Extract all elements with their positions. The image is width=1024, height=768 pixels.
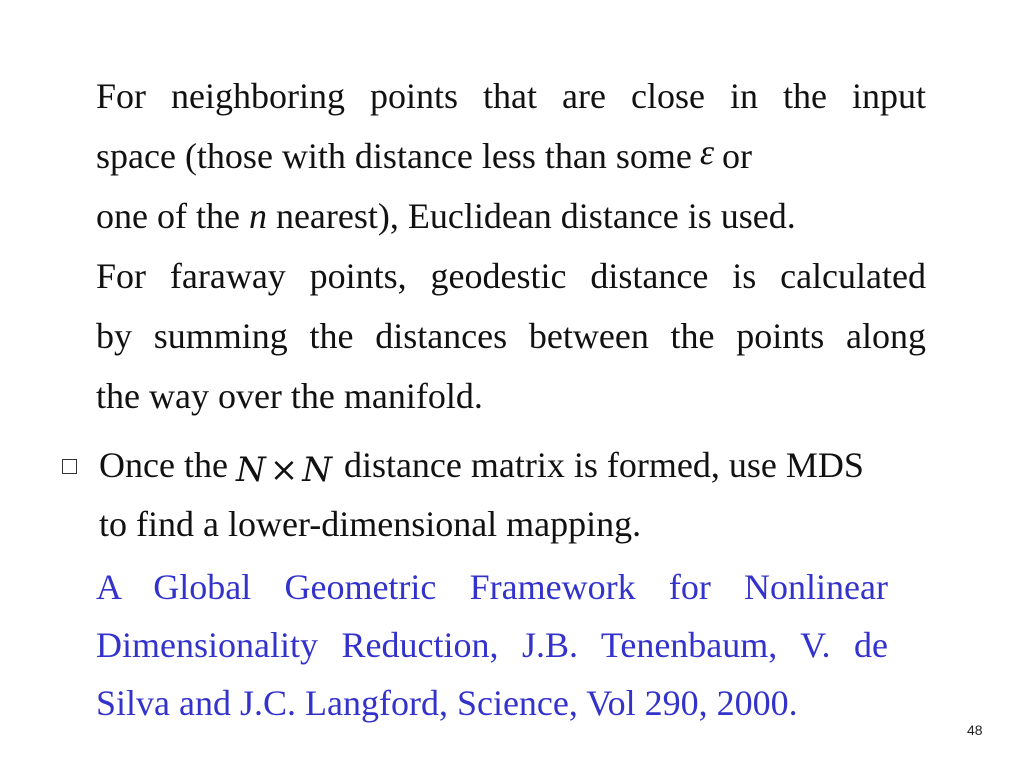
hollow-square-icon	[62, 459, 77, 474]
bullet-line-1-end: distance matrix is formed, use MDS	[343, 445, 864, 485]
paragraph-line-1: For neighboring points that are close in the input	[96, 76, 926, 116]
paragraph-line-4: For faraway points, geodestic distance is calculated	[96, 256, 926, 296]
paragraph-line-3	[96, 186, 926, 246]
reference-line-3: Silva and J.C. Langford, Science, Vol 290, 2000.	[96, 683, 798, 723]
bullet-line-1	[99, 436, 959, 495]
paragraph-line-2	[96, 126, 926, 186]
matrix-n-rows: N	[235, 450, 266, 490]
matrix-n-cols: N	[302, 450, 332, 490]
paragraph-line-2-text: space (those with distance less than some	[96, 136, 692, 176]
reference-line-1: A Global Geometric Framework for Nonlinear	[96, 567, 888, 607]
n-variable: n	[248, 196, 267, 236]
reference-citation	[96, 558, 888, 732]
paragraph-line-5: by summing the distances between the points along	[96, 316, 926, 356]
paragraph-line-3-end: nearest), Euclidean distance is used.	[275, 196, 796, 236]
n-by-n-matrix-symbol	[236, 441, 332, 499]
page-number: 48	[967, 722, 983, 738]
isomap-description-paragraph	[96, 66, 926, 426]
reference-line-2: Dimensionality Reduction, J.B. Tenenbaum, V. de	[96, 625, 888, 665]
bullet-line-2: to find a lower-dimensional mapping.	[99, 504, 642, 544]
bullet-line-1-start: Once the	[99, 445, 228, 485]
epsilon-symbol: ε	[699, 132, 715, 172]
paragraph-line-6: the way over the manifold.	[96, 376, 483, 416]
times-symbol: ×	[269, 450, 299, 490]
bullet-text	[99, 436, 959, 553]
paragraph-line-2-end: or	[722, 136, 753, 176]
paragraph-line-3-text: one of the	[96, 196, 240, 236]
